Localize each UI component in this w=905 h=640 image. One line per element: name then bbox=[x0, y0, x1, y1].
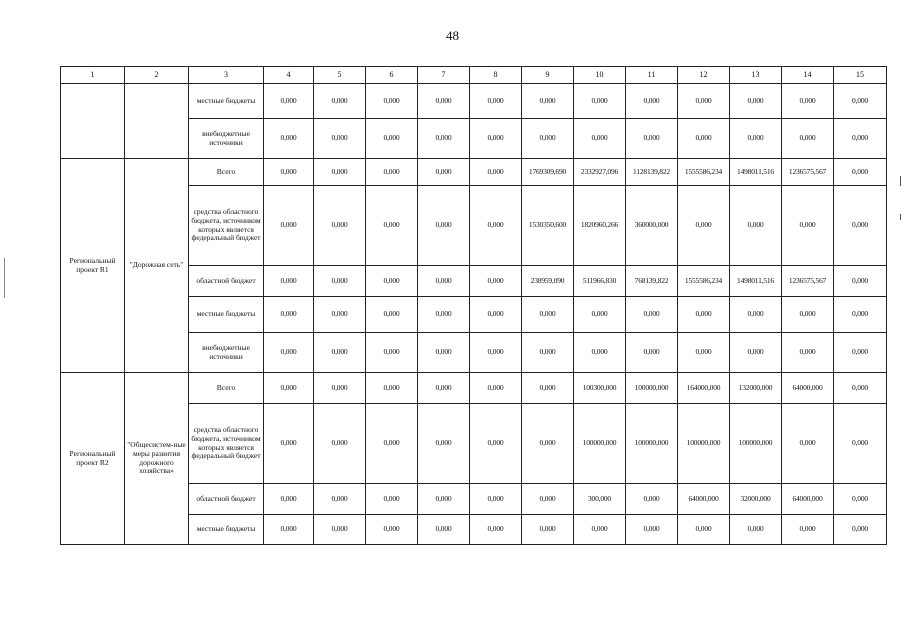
margin-mark bbox=[4, 258, 5, 298]
value-cell: 0,000 bbox=[626, 515, 678, 545]
value-cell: 1769309,690 bbox=[522, 159, 574, 186]
value-cell: 0,000 bbox=[678, 297, 730, 333]
value-cell: 0,000 bbox=[418, 373, 470, 404]
value-cell: 0,000 bbox=[522, 119, 574, 159]
value-cell: 0,000 bbox=[626, 297, 678, 333]
value-cell: 0,000 bbox=[418, 404, 470, 484]
column-header: 12 bbox=[678, 67, 730, 84]
value-cell: 1236575,567 bbox=[782, 159, 834, 186]
column-header: 4 bbox=[264, 67, 314, 84]
value-cell: 0,000 bbox=[366, 84, 418, 119]
value-cell: 100000,000 bbox=[626, 373, 678, 404]
value-cell: 100000,000 bbox=[574, 404, 626, 484]
value-cell: 0,000 bbox=[782, 515, 834, 545]
value-cell: 0,000 bbox=[366, 186, 418, 266]
value-cell: 0,000 bbox=[470, 333, 522, 373]
value-cell: 100300,000 bbox=[574, 373, 626, 404]
value-cell: 0,000 bbox=[834, 186, 887, 266]
value-cell: 0,000 bbox=[626, 333, 678, 373]
value-cell: 0,000 bbox=[678, 186, 730, 266]
value-cell: 0,000 bbox=[264, 84, 314, 119]
value-cell: 0,000 bbox=[574, 84, 626, 119]
margin-mark bbox=[900, 176, 901, 186]
value-cell: 0,000 bbox=[834, 84, 887, 119]
value-cell: 0,000 bbox=[264, 373, 314, 404]
project-name-cell: "Дорожная сеть" bbox=[125, 159, 189, 373]
value-cell: 0,000 bbox=[314, 515, 366, 545]
value-cell: 0,000 bbox=[366, 297, 418, 333]
value-cell: 0,000 bbox=[264, 159, 314, 186]
value-cell: 0,000 bbox=[522, 404, 574, 484]
value-cell: 0,000 bbox=[470, 159, 522, 186]
source-cell: местные бюджеты bbox=[189, 297, 264, 333]
value-cell: 0,000 bbox=[418, 515, 470, 545]
column-header: 2 bbox=[125, 67, 189, 84]
value-cell: 238959,090 bbox=[522, 266, 574, 297]
value-cell: 0,000 bbox=[834, 159, 887, 186]
value-cell: 0,000 bbox=[418, 186, 470, 266]
value-cell: 0,000 bbox=[264, 119, 314, 159]
value-cell: 100000,000 bbox=[678, 404, 730, 484]
value-cell: 0,000 bbox=[366, 119, 418, 159]
value-cell: 0,000 bbox=[264, 484, 314, 515]
value-cell: 0,000 bbox=[470, 266, 522, 297]
value-cell: 0,000 bbox=[366, 515, 418, 545]
source-cell: областной бюджет bbox=[189, 484, 264, 515]
value-cell: 100000,000 bbox=[730, 404, 782, 484]
value-cell: 0,000 bbox=[418, 333, 470, 373]
value-cell: 1530350,600 bbox=[522, 186, 574, 266]
value-cell: 32000,000 bbox=[730, 484, 782, 515]
margin-mark bbox=[900, 214, 901, 220]
value-cell: 0,000 bbox=[782, 186, 834, 266]
value-cell: 0,000 bbox=[730, 297, 782, 333]
value-cell: 0,000 bbox=[418, 159, 470, 186]
project-cell: Региональный проект R1 bbox=[61, 159, 125, 373]
value-cell: 0,000 bbox=[834, 484, 887, 515]
value-cell: 0,000 bbox=[678, 515, 730, 545]
value-cell: 0,000 bbox=[626, 484, 678, 515]
source-cell: средства областного бюджета, источником которых является федеральный бюджет bbox=[189, 186, 264, 266]
value-cell: 0,000 bbox=[418, 297, 470, 333]
value-cell: 0,000 bbox=[418, 484, 470, 515]
value-cell: 0,000 bbox=[470, 84, 522, 119]
value-cell: 0,000 bbox=[834, 333, 887, 373]
value-cell: 0,000 bbox=[314, 404, 366, 484]
value-cell: 1498011,516 bbox=[730, 159, 782, 186]
source-cell: местные бюджеты bbox=[189, 84, 264, 119]
value-cell: 0,000 bbox=[522, 484, 574, 515]
value-cell: 0,000 bbox=[366, 159, 418, 186]
value-cell: 0,000 bbox=[782, 333, 834, 373]
value-cell: 0,000 bbox=[470, 404, 522, 484]
value-cell: 100000,000 bbox=[626, 404, 678, 484]
value-cell: 64000,000 bbox=[782, 484, 834, 515]
column-header: 10 bbox=[574, 67, 626, 84]
value-cell: 0,000 bbox=[834, 404, 887, 484]
table-row bbox=[61, 159, 887, 186]
column-header: 6 bbox=[366, 67, 418, 84]
table-row bbox=[61, 84, 887, 119]
value-cell: 0,000 bbox=[314, 484, 366, 515]
value-cell: 0,000 bbox=[574, 333, 626, 373]
value-cell: 0,000 bbox=[522, 297, 574, 333]
value-cell: 0,000 bbox=[522, 333, 574, 373]
value-cell: 0,000 bbox=[366, 266, 418, 297]
source-cell: местные бюджеты bbox=[189, 515, 264, 545]
budget-table bbox=[60, 66, 887, 545]
value-cell: 0,000 bbox=[264, 297, 314, 333]
value-cell: 0,000 bbox=[730, 119, 782, 159]
value-cell: 0,000 bbox=[366, 333, 418, 373]
column-header: 11 bbox=[626, 67, 678, 84]
source-cell: средства областного бюджета, источником которых является федеральный бюджет bbox=[189, 404, 264, 484]
column-header: 3 bbox=[189, 67, 264, 84]
value-cell: 0,000 bbox=[314, 333, 366, 373]
column-header: 7 bbox=[418, 67, 470, 84]
value-cell: 0,000 bbox=[314, 119, 366, 159]
value-cell: 0,000 bbox=[782, 404, 834, 484]
table-row bbox=[61, 373, 887, 404]
value-cell: 0,000 bbox=[264, 404, 314, 484]
value-cell: 0,000 bbox=[470, 515, 522, 545]
value-cell: 1236575,567 bbox=[782, 266, 834, 297]
value-cell: 1555586,234 bbox=[678, 266, 730, 297]
value-cell: 1555586,234 bbox=[678, 159, 730, 186]
value-cell: 1498011,516 bbox=[730, 266, 782, 297]
source-cell: Всего bbox=[189, 159, 264, 186]
source-cell: Всего bbox=[189, 373, 264, 404]
value-cell: 0,000 bbox=[366, 404, 418, 484]
value-cell: 1820960,266 bbox=[574, 186, 626, 266]
value-cell: 0,000 bbox=[574, 119, 626, 159]
value-cell: 0,000 bbox=[264, 333, 314, 373]
column-header: 14 bbox=[782, 67, 834, 84]
header-row bbox=[61, 67, 887, 84]
value-cell: 0,000 bbox=[574, 515, 626, 545]
column-header: 8 bbox=[470, 67, 522, 84]
value-cell: 0,000 bbox=[730, 333, 782, 373]
value-cell: 300,000 bbox=[574, 484, 626, 515]
value-cell: 0,000 bbox=[678, 84, 730, 119]
value-cell: 511966,830 bbox=[574, 266, 626, 297]
value-cell: 0,000 bbox=[470, 373, 522, 404]
value-cell: 0,000 bbox=[264, 266, 314, 297]
value-cell: 0,000 bbox=[314, 297, 366, 333]
value-cell: 64000,000 bbox=[782, 373, 834, 404]
value-cell: 132000,000 bbox=[730, 373, 782, 404]
value-cell: 0,000 bbox=[626, 84, 678, 119]
value-cell: 0,000 bbox=[522, 373, 574, 404]
value-cell: 0,000 bbox=[782, 84, 834, 119]
value-cell: 1128139,822 bbox=[626, 159, 678, 186]
value-cell: 0,000 bbox=[522, 515, 574, 545]
project-cell: Региональный проект R2 bbox=[61, 373, 125, 545]
project-cell-empty bbox=[61, 84, 125, 159]
value-cell: 0,000 bbox=[730, 186, 782, 266]
value-cell: 0,000 bbox=[470, 297, 522, 333]
column-header: 9 bbox=[522, 67, 574, 84]
column-header: 1 bbox=[61, 67, 125, 84]
value-cell: 0,000 bbox=[470, 484, 522, 515]
value-cell: 0,000 bbox=[314, 159, 366, 186]
column-header: 13 bbox=[730, 67, 782, 84]
value-cell: 0,000 bbox=[782, 297, 834, 333]
value-cell: 164000,000 bbox=[678, 373, 730, 404]
source-cell: внебюджетные источники bbox=[189, 119, 264, 159]
value-cell: 0,000 bbox=[834, 515, 887, 545]
value-cell: 768139,822 bbox=[626, 266, 678, 297]
value-cell: 0,000 bbox=[366, 484, 418, 515]
value-cell: 2332927,096 bbox=[574, 159, 626, 186]
project-name-cell: "Общесистем-ные меры развития дорожного хозяйства» bbox=[125, 373, 189, 545]
value-cell: 0,000 bbox=[314, 266, 366, 297]
source-cell: внебюджетные источники bbox=[189, 333, 264, 373]
value-cell: 0,000 bbox=[264, 515, 314, 545]
value-cell: 0,000 bbox=[470, 119, 522, 159]
value-cell: 0,000 bbox=[678, 333, 730, 373]
value-cell: 0,000 bbox=[678, 119, 730, 159]
value-cell: 0,000 bbox=[730, 515, 782, 545]
value-cell: 0,000 bbox=[522, 84, 574, 119]
value-cell: 0,000 bbox=[574, 297, 626, 333]
value-cell: 0,000 bbox=[834, 266, 887, 297]
value-cell: 0,000 bbox=[782, 119, 834, 159]
value-cell: 64000,000 bbox=[678, 484, 730, 515]
value-cell: 0,000 bbox=[366, 373, 418, 404]
column-header: 15 bbox=[834, 67, 887, 84]
value-cell: 0,000 bbox=[314, 84, 366, 119]
value-cell: 0,000 bbox=[418, 119, 470, 159]
value-cell: 0,000 bbox=[418, 84, 470, 119]
page-number: 48 bbox=[446, 28, 459, 43]
value-cell: 0,000 bbox=[470, 186, 522, 266]
value-cell: 0,000 bbox=[834, 119, 887, 159]
value-cell: 0,000 bbox=[314, 186, 366, 266]
value-cell: 360000,000 bbox=[626, 186, 678, 266]
column-header: 5 bbox=[314, 67, 366, 84]
value-cell: 0,000 bbox=[264, 186, 314, 266]
value-cell: 0,000 bbox=[730, 84, 782, 119]
name-cell-empty bbox=[125, 84, 189, 159]
value-cell: 0,000 bbox=[834, 373, 887, 404]
source-cell: областной бюджет bbox=[189, 266, 264, 297]
value-cell: 0,000 bbox=[314, 373, 366, 404]
value-cell: 0,000 bbox=[834, 297, 887, 333]
value-cell: 0,000 bbox=[626, 119, 678, 159]
value-cell: 0,000 bbox=[418, 266, 470, 297]
